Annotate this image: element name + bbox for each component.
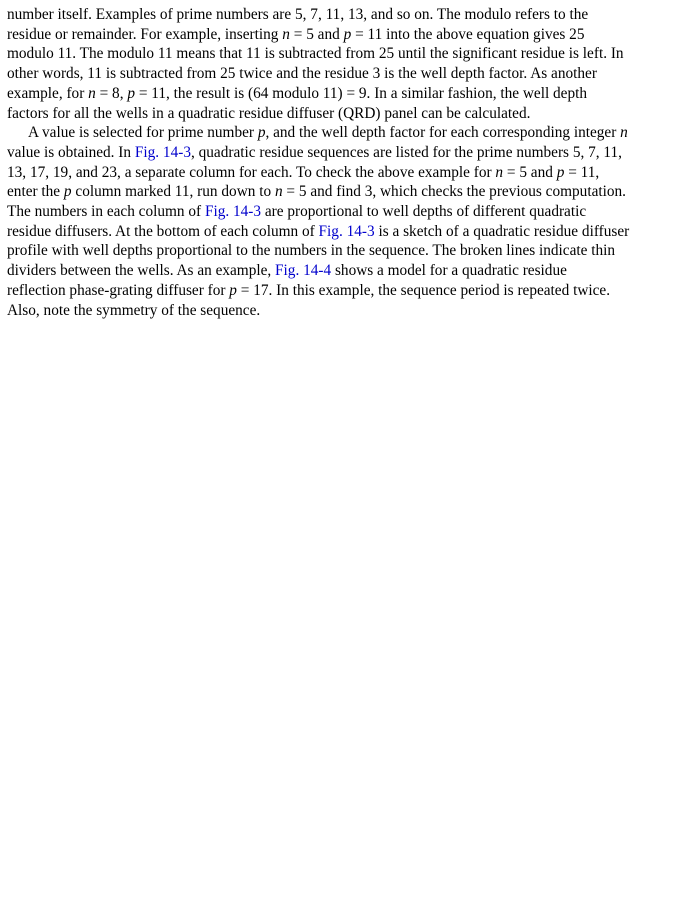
text-run: = 5 and: [289, 25, 344, 43]
text-line: [7, 222, 692, 242]
text-run: , quadratic residue sequences are listed for the prime numbers 5, 7, 11,: [190, 143, 622, 161]
italic-variable: n: [88, 84, 96, 102]
text-run: , and the well depth factor for each corresponding integer: [265, 124, 621, 142]
text-line: [7, 241, 692, 261]
text-line: [7, 104, 692, 124]
italic-variable: p: [556, 163, 565, 181]
text-run: is a sketch of a quadratic residue diffuser: [374, 222, 630, 240]
text-line: [7, 182, 692, 202]
text-line: [7, 25, 692, 45]
text-line: [7, 64, 692, 84]
italic-variable: p: [257, 124, 266, 142]
text-run: value is obtained. In: [7, 143, 135, 161]
text-run: = 11,: [564, 163, 600, 181]
text-run: dividers between the wells. As an example,: [7, 262, 276, 280]
text-run: reflection phase-grating diffuser for: [7, 281, 230, 299]
text-run: = 5 and: [503, 163, 557, 181]
paragraph: [7, 123, 692, 320]
text-line: [7, 163, 692, 183]
italic-variable: n: [495, 163, 504, 181]
text-run: = 8,: [95, 84, 128, 102]
text-run: shows a model for a quadratic residue: [331, 262, 567, 280]
text-line: [7, 261, 692, 281]
text-run: The numbers in each column of: [7, 203, 205, 221]
text-run: Also, note the symmetry of the sequence.: [7, 301, 261, 319]
text-line: [7, 5, 692, 25]
text-run: modulo 11. The modulo 11 means that 11 is subtracted from 25 until the significant residue is left. In: [7, 45, 624, 63]
italic-variable: p: [127, 84, 136, 102]
text-run: residue or remainder. For example, inserting: [7, 25, 283, 43]
text-run: other words, 11 is subtracted from 25 twice and the residue 3 is the well depth factor. As another: [7, 65, 597, 83]
text-line: [7, 123, 692, 143]
text-run: number itself. Examples of prime numbers are 5, 7, 11, 13, and so on. The modulo refers to the: [7, 6, 589, 23]
text-run: = 5 and find 3, which checks the previous computation.: [282, 183, 626, 201]
document-page: [7, 5, 692, 320]
text-run: example, for: [7, 84, 89, 102]
text-line: [7, 301, 692, 321]
text-run: = 11 into the above equation gives 25: [351, 25, 585, 43]
text-run: 13, 17, 19, and 23, a separate column for each. To check the above example for: [7, 163, 496, 181]
text-line: [7, 44, 692, 64]
text-line: [7, 84, 692, 104]
text-run: residue diffusers. At the bottom of each column of: [7, 222, 319, 240]
italic-variable: p: [63, 183, 72, 201]
fig-14-4-link[interactable]: Fig. 14-4: [275, 262, 332, 280]
text-run: profile with well depths proportional to the numbers in the sequence. The broken lines indicate thin: [7, 242, 616, 260]
text-line: [7, 281, 692, 301]
text-run: A value is selected for prime number: [28, 124, 258, 142]
italic-variable: n: [620, 124, 628, 142]
italic-variable: p: [229, 281, 237, 299]
italic-variable: n: [274, 183, 283, 201]
text-run: factors for all the wells in a quadratic residue diffuser (QRD) panel can be calculated.: [7, 104, 531, 122]
text-run: enter the: [7, 183, 64, 201]
text-run: column marked 11, run down to: [71, 183, 275, 201]
italic-variable: n: [282, 25, 290, 43]
fig-14-3-link[interactable]: Fig. 14-3: [318, 222, 375, 240]
fig-14-3-link[interactable]: Fig. 14-3: [204, 203, 262, 221]
italic-variable: p: [343, 25, 352, 43]
paragraph: [7, 5, 692, 123]
text-run: = 17. In this example, the sequence period is repeated twice.: [236, 281, 611, 299]
text-line: [7, 143, 692, 163]
text-run: are proportional to well depths of different quadratic: [261, 203, 587, 221]
text-line: [7, 202, 692, 222]
text-run: = 11, the result is (64 modulo 11) = 9. In a similar fashion, the well depth: [135, 84, 588, 102]
fig-14-3-link[interactable]: Fig. 14-3: [134, 143, 191, 161]
